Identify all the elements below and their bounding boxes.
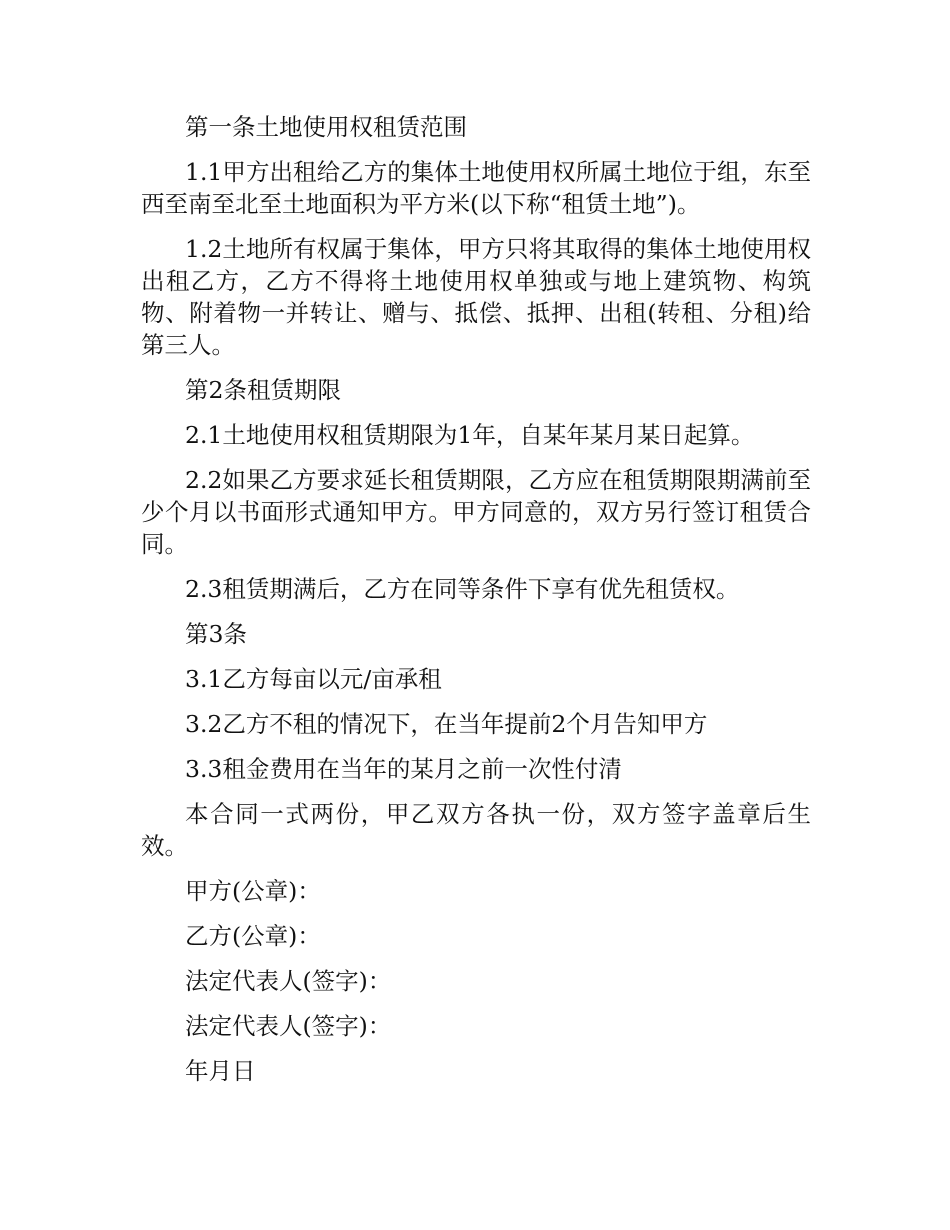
clause-1-2: 1.2土地所有权属于集体，甲方只将其取得的集体土地使用权出租乙方，乙方不得将土地使用权单独或与地上建筑物、构筑物、附着物一并转让、赠与、抵偿、抵押、出租(转租、分租)给第三人。 bbox=[141, 235, 811, 359]
contract-copies-note: 本合同一式两份，甲乙双方各执一份，双方签字盖章后生效。 bbox=[141, 800, 811, 860]
article-3-heading: 第3条 bbox=[185, 620, 247, 648]
date-line: 年月日 bbox=[185, 1057, 256, 1085]
party-b-seal-line: 乙方(公章)： bbox=[185, 922, 321, 950]
article-1-heading: 第一条土地使用权租赁范围 bbox=[185, 113, 467, 141]
article-2-heading: 第2条租赁期限 bbox=[185, 376, 341, 404]
party-a-seal-line: 甲方(公章)： bbox=[185, 877, 321, 905]
document-page bbox=[141, 111, 811, 1100]
clause-3-2: 3.2乙方不租的情况下，在当年提前2个月告知甲方 bbox=[185, 710, 708, 738]
clause-3-1: 3.1乙方每亩以元/亩承租 bbox=[185, 665, 442, 693]
legal-rep-signature-line-a: 法定代表人(签字)： bbox=[185, 967, 392, 995]
clause-1-1: 1.1甲方出租给乙方的集体土地使用权所属土地位于组，东至西至南至北至土地面积为平方米(以下称“租赁土地”)。 bbox=[141, 158, 811, 218]
clause-2-1: 2.1土地使用权租赁期限为1年，自某年某月某日起算。 bbox=[185, 421, 755, 449]
clause-2-3: 2.3租赁期满后，乙方在同等条件下享有优先租赁权。 bbox=[185, 575, 740, 603]
clause-2-2: 2.2如果乙方要求延长租赁期限，乙方应在租赁期限期满前至少个月以书面形式通知甲方。甲方同意的，双方另行签订租赁合同。 bbox=[141, 466, 811, 558]
clause-3-3: 3.3租金费用在当年的某月之前一次性付清 bbox=[185, 755, 622, 783]
legal-rep-signature-line-b: 法定代表人(签字)： bbox=[185, 1012, 392, 1040]
